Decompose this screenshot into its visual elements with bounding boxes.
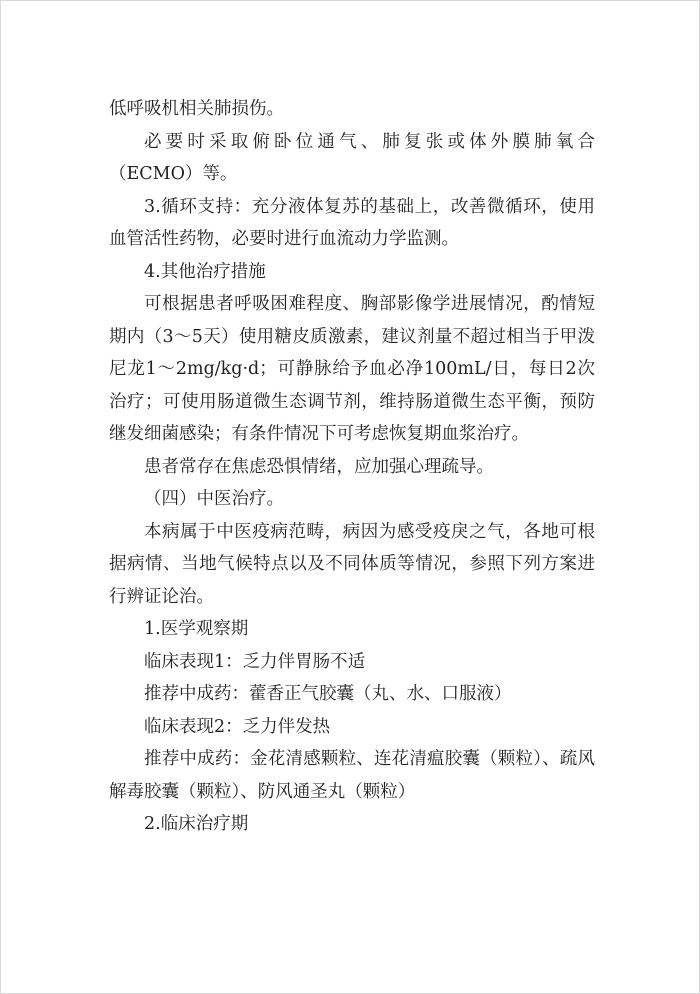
- paragraph-clinical-1: 临床表现1：乏力伴胃肠不适: [144, 651, 366, 672]
- paragraph-ecmo: 必要时采取俯卧位通气、肺复张或体外膜肺氧合（ECMO）等。: [109, 131, 595, 184]
- heading-tcm-treatment: （四）中医治疗。: [144, 489, 284, 509]
- heading-treatment-period: 2.临床治疗期: [144, 814, 249, 834]
- heading-observation-period: 1.医学观察期: [144, 619, 249, 639]
- paragraph-recommended-2: 推荐中成药：金花清感颗粒、连花清瘟胶囊（颗粒）、疏风解毒胶囊（颗粒）、防风通圣丸（颗粒）: [109, 749, 595, 802]
- paragraph-recommended-1: 推荐中成药：藿香正气胶囊（丸、水、口服液）: [144, 684, 512, 704]
- paragraph-tcm-intro: 本病属于中医疫病范畴，病因为感受疫戾之气，各地可根据病情、当地气候特点以及不同体质等情况，参照下列方案进行辨证论治。: [109, 521, 595, 607]
- paragraph-clinical-2: 临床表现2：乏力伴发热: [144, 716, 331, 737]
- paragraph-other-treatments: 可根据患者呼吸困难程度、胸部影像学进展情况，酌情短期内（3～5天）使用糖皮质激素，建议剂量不超过相当于甲泼尼龙1～2mg/kg·d；可静脉给予血必净100mL/日，每日2次治疗；可使用肠道微生态调节剂，维持肠道微生态平衡，预防继发细菌感染；有条件情况下可考虑恢复期血浆治疗。: [109, 294, 595, 444]
- heading-other-treatments: 4.其他治疗措施: [144, 261, 266, 282]
- paragraph-circulation-support: 3.循环支持：充分液体复苏的基础上，改善微循环，使用血管活性药物，必要时进行血流动力学监测。: [109, 196, 595, 249]
- paragraph-continuation: 低呼吸机相关肺损伤。: [109, 99, 284, 119]
- document-body: [109, 93, 595, 841]
- paragraph-psychological: 患者常存在焦虑恐惧情绪，应加强心理疏导。: [144, 456, 494, 477]
